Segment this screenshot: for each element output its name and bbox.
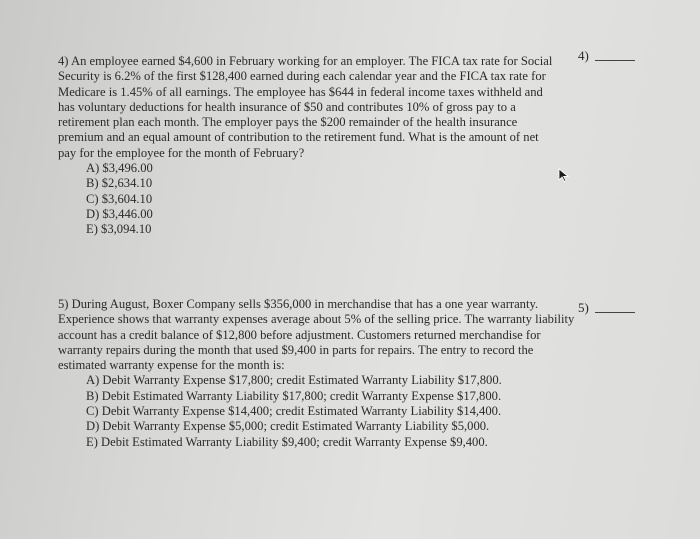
question-4	[58, 54, 558, 238]
answer-slot-5[interactable]	[578, 300, 635, 316]
answer-blank-4[interactable]	[595, 60, 635, 61]
answer-label-4: 4)	[578, 48, 589, 63]
choice-4e: E) $3,094.10	[86, 222, 152, 237]
choice-5e: E) Debit Estimated Warranty Liability $9,400; credit Warranty Expense $9,400.	[86, 434, 488, 449]
question-5-number: 5)	[58, 297, 69, 311]
choice-4a: A) $3,496.00	[86, 161, 153, 176]
question-4-choices	[58, 161, 558, 237]
choice-4d: D) $3,446.00	[86, 206, 153, 221]
answer-blank-5[interactable]	[595, 312, 635, 313]
choice-4b: B) $2,634.10	[86, 176, 153, 191]
mouse-pointer-icon	[558, 168, 570, 187]
question-5-text	[58, 297, 578, 373]
question-4-text	[58, 54, 558, 161]
choice-5c: C) Debit Warranty Expense $14,400; credit Estimated Warranty Liability $14,400.	[86, 404, 502, 419]
choice-4c: C) $3,604.10	[86, 191, 153, 206]
answer-slot-4[interactable]	[578, 48, 635, 64]
answer-label-5: 5)	[578, 300, 589, 315]
choice-5d: D) Debit Warranty Expense $5,000; credit Estimated Warranty Liability $5,000.	[86, 419, 490, 434]
question-5-choices	[58, 373, 578, 449]
question-4-body: An employee earned $4,600 in February working for an employer. The FICA tax rate for Social Security is 6.2% of the first $128,400 earned during each calendar year and the FICA tax rate for Medicare is 1.45% of all earnings. The employee has $644 in federal income taxes withheld and has voluntary deductions for health insurance of $50 and contributes 10% of gross pay to a retirement plan each month. The employer pays the $200 remainder of the health insurance premium and an equal amount of contribution to the retirement fund. What is the amount of net pay for the employee for the month of February?	[58, 54, 553, 160]
question-4-number: 4)	[58, 54, 69, 68]
question-5-body: During August, Boxer Company sells $356,000 in merchandise that has a one year warranty. Experience shows that warranty expenses average about 5% of the selling price. The warranty liability account has a credit balance of $12,800 before adjustment. Customers returned merchandise for warranty repairs during the month that used $9,400 in parts for repairs. The entry to record the estimated warranty expense for the month is:	[58, 297, 575, 373]
choice-5b: B) Debit Estimated Warranty Liability $17,800; credit Warranty Expense $17,800.	[86, 388, 502, 403]
choice-5a: A) Debit Warranty Expense $17,800; credit Estimated Warranty Liability $17,800.	[86, 373, 502, 388]
question-5	[58, 297, 578, 450]
